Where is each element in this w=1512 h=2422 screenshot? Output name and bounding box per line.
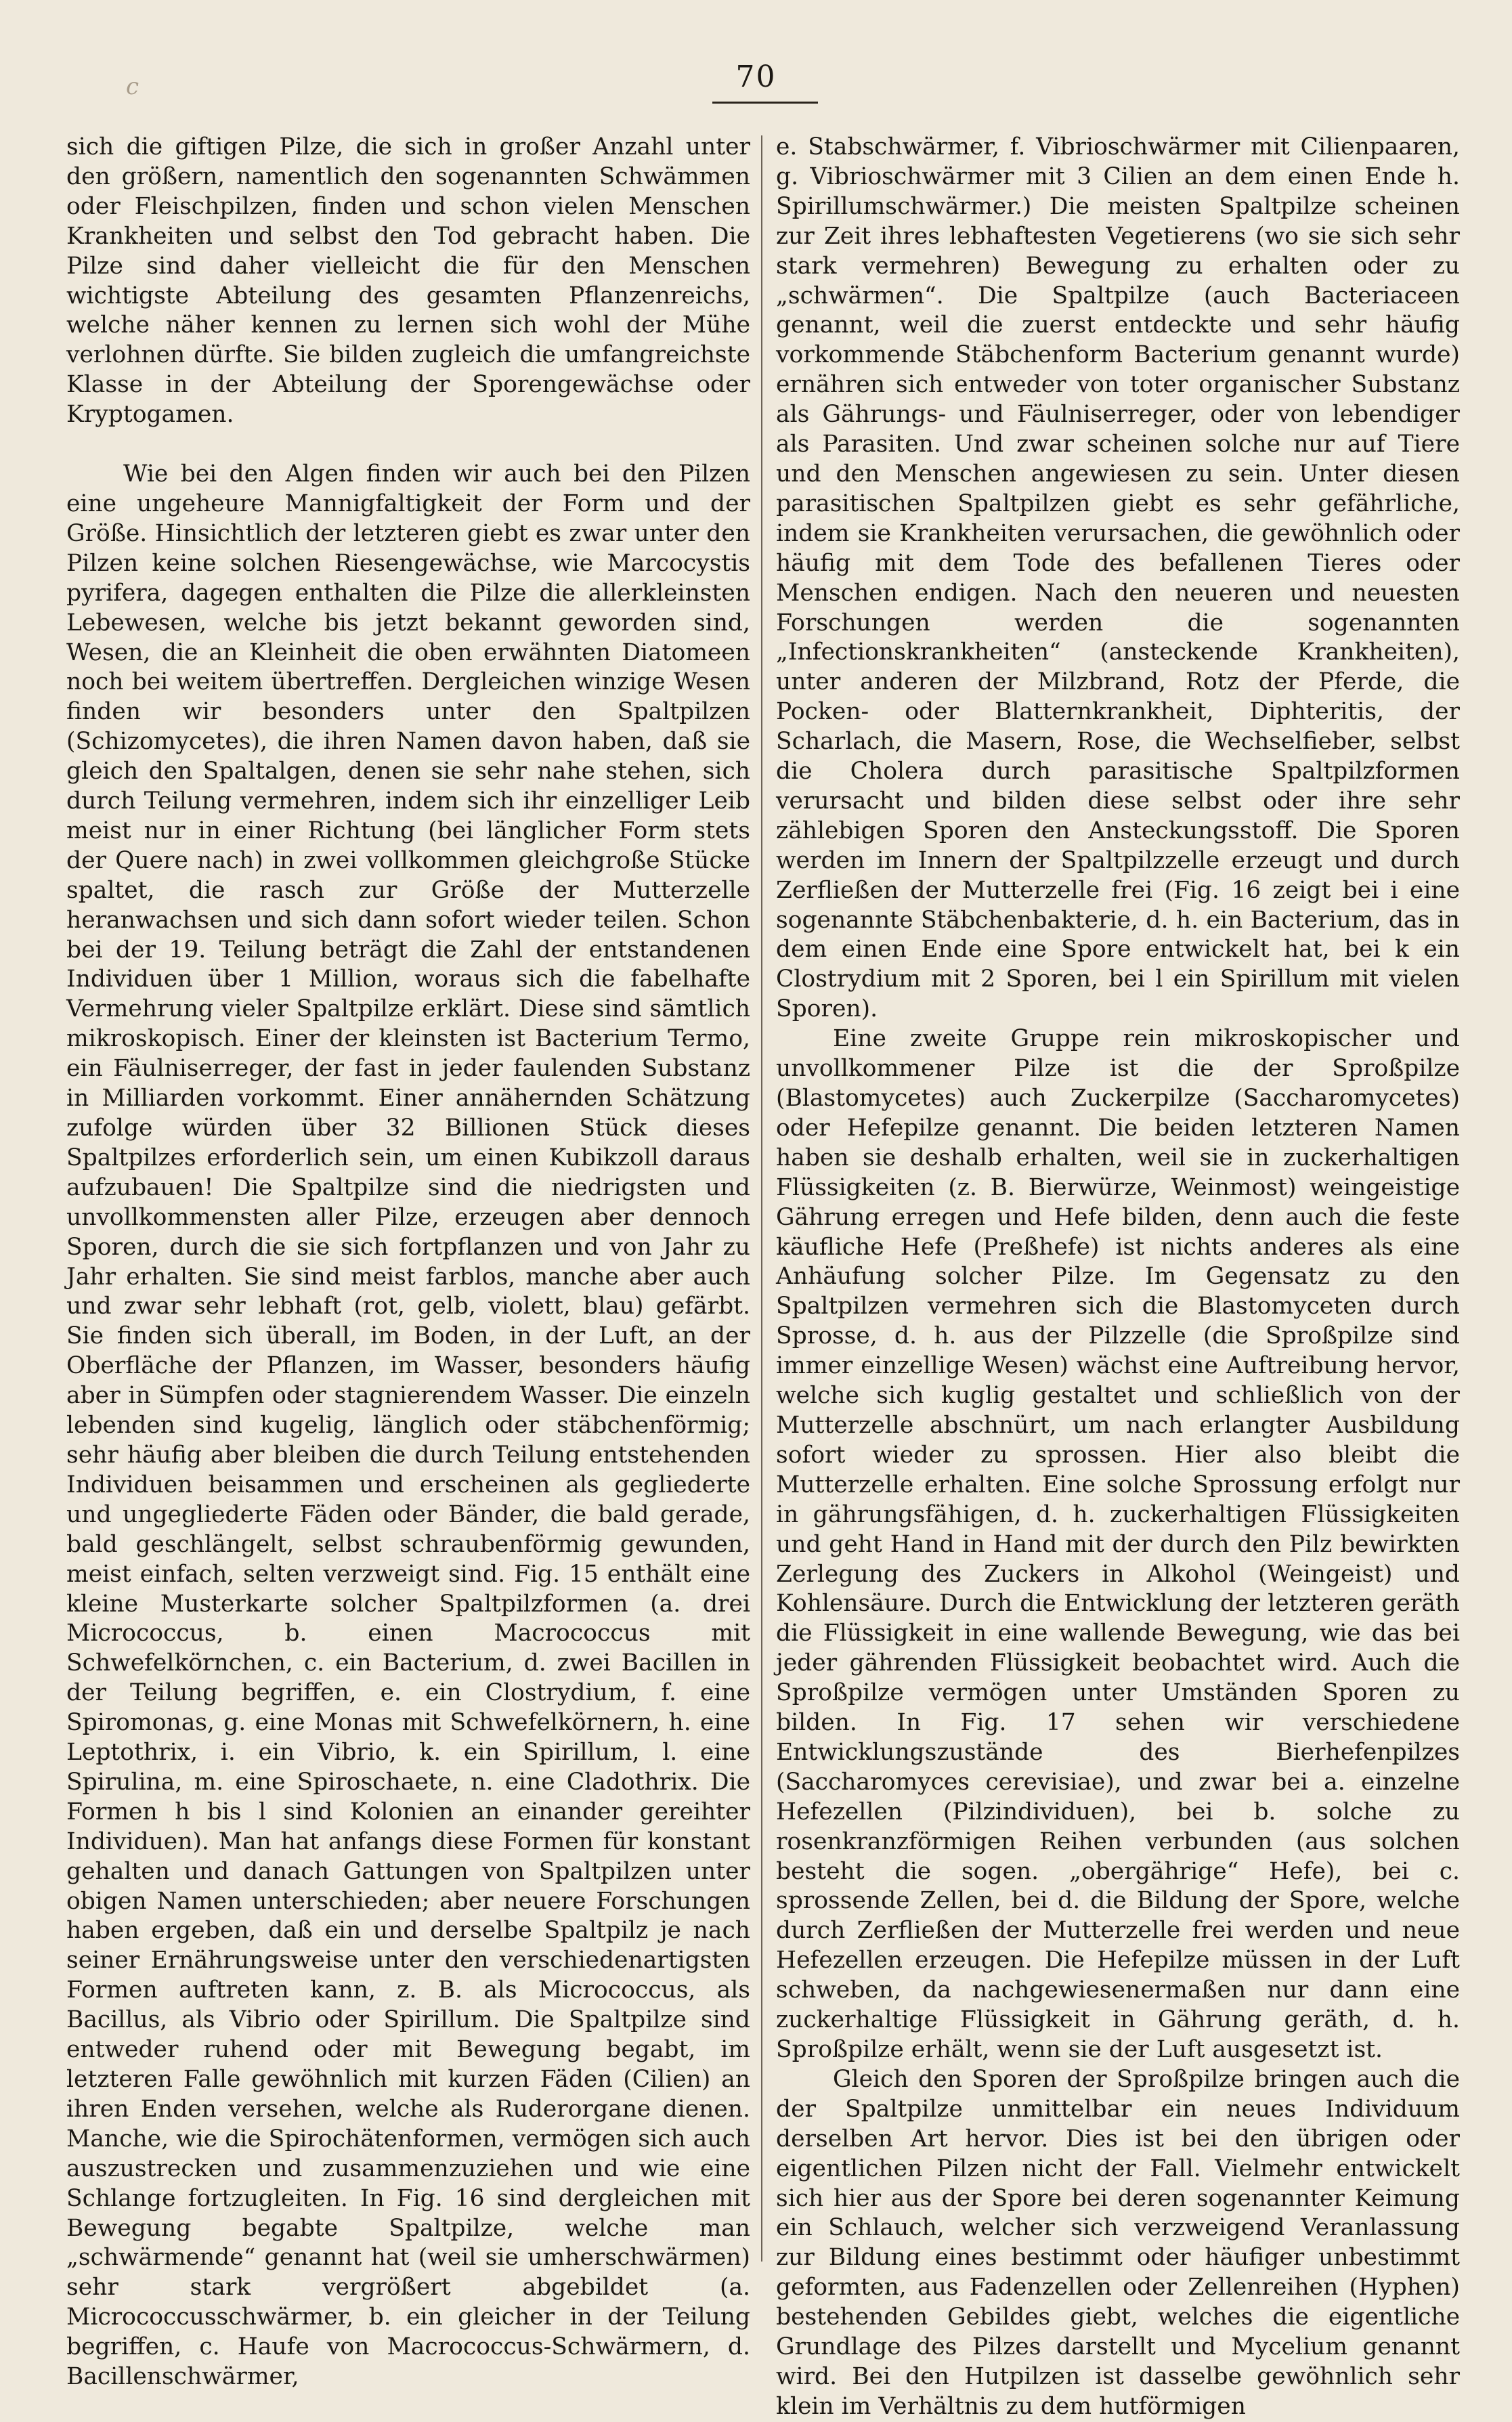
page-number: 70 [735, 60, 777, 94]
paragraph-gap [66, 430, 750, 460]
right-paragraph-1: e. Stabschwärmer, f. Vibrioschwärmer mit Cilienpaaren, g. Vibrioschwärmer mit 3 Cilien an dem einen Ende h. Spirillumschwärmer.) Die meisten Spaltpilze scheinen zur Zeit ihres lebhaftesten Vegetierens (wo sie sich sehr stark vermehren) Bewegung zu erhalten oder zu „schwärmen“. Die Spaltpilze (auch Bacteriaceen genannt, weil die zuerst entdeckte und sehr häufig vorkommende Stäbchenform Bacterium genannt wurde) ernähren sich entweder von toter organischer Substanz als Gährungs- und Fäulniserreger, oder von lebendiger als Parasiten. Und zwar scheinen solche nur auf Tiere und den Menschen angewiesen zu sein. Unter diesen parasitischen Spaltpilzen giebt es sehr gefährliche, indem sie Krankheiten verursachen, die gewöhnlich oder häufig mit dem Tode des befallenen Tieres oder Menschen endigen. Nach den neueren und neuesten Forschungen werden die sogenannten „Infectionskrankheiten“ (ansteckende Krankheiten), unter anderen der Milzbrand, Rotz der Pferde, die Pocken- oder Blatternkrankheit, Diphteritis, der Scharlach, die Masern, Rose, die Wechselfieber, selbst die Cholera durch parasitische Spaltpilzformen verursacht und bilden diese selbst oder ihre sehr zählebigen Sporen den Ansteckungsstoff. Die Sporen werden im Innern der Spaltpilzzelle erzeugt und durch Zerfließen der Mutterzelle frei (Fig. 16 zeigt bei i eine sogenannte Stäbchenbakterie, d. h. ein Bacterium, das in dem einen Ende eine Spore entwickelt hat, bei k ein Clostrydium mit 2 Sporen, bei l ein Spirillum mit vielen Sporen). [776, 133, 1460, 1023]
right-paragraph-2: Eine zweite Gruppe rein mikroskopischer und unvollkommener Pilze ist die der Sproßpilze (Blastomycetes) auch Zuckerpilze (Saccharomycetes) oder Hefepilze genannt. Die beiden letzteren Namen haben sie deshalb erhalten, weil sie in zuckerhaltigen Flüssigkeiten (z. B. Bierwürze, Weinmost) weingeistige Gährung erregen und Hefe bilden, denn auch die feste käufliche Hefe (Preßhefe) ist nichts anderes als eine Anhäufung solcher Pilze. Im Gegensatz zu den Spaltpilzen vermehren sich die Blastomyceten durch Sprosse, d. h. aus der Pilzzelle (die Sproßpilze sind immer einzellige Wesen) wächst eine Auftreibung hervor, welche sich kuglig gestaltet und schließlich von der Mutterzelle abschnürt, um nach erlangter Ausbildung sofort wieder zu sprossen. Hier also bleibt die Mutterzelle erhalten. Eine solche Sprossung erfolgt nur in gährungsfähigen, d. h. zuckerhaltigen Flüssigkeiten und geht Hand in Hand mit der durch den Pilz bewirkten Zerlegung des Zuckers in Alkohol (Weingeist) und Kohlensäure. Durch die Entwicklung der letzteren geräth die Flüssigkeit in eine wallende Bewegung, wie das bei jeder gährenden Flüssigkeit beobachtet wird. Auch die Sproßpilze vermögen unter Umständen Sporen zu bilden. In Fig. 17 sehen wir verschiedene Entwicklungszustände des Bierhefenpilzes (Saccharomyces cerevisiae), und zwar bei a. einzelne Hefezellen (Pilzindividuen), bei b. solche zu rosenkranzförmigen Reihen verbunden (aus solchen besteht die sogen. „obergährige“ Hefe), bei c. sprossende Zellen, bei d. die Bildung der Spore, welche durch Zerfließen der Mutterzelle frei werden und neue Hefezellen erzeugen. Die Hefepilze müssen in der Luft schweben, da nachgewiesenermaßen nur dann eine zuckerhaltige Flüssigkeit in Gährung geräth, d. h. Sproßpilze erhält, wenn sie der Luft ausgesetzt ist. [776, 1025, 1460, 2063]
right-paragraph-3: Gleich den Sporen der Sproßpilze bringen auch die der Spaltpilze unmittelbar ein neues Individuum derselben Art hervor. Dies ist bei den übrigen oder eigentlichen Pilzen nicht der Fall. Vielmehr entwickelt sich hier aus der Spore bei deren sogenannter Keimung ein Schlauch, welcher sich verzweigend Veranlassung zur Bildung eines bestimmt oder häufiger unbestimmt geformten, aus Fadenzellen oder Zellenreihen (Hyphen) bestehenden Gebildes giebt, welches die eigentliche Grundlage des Pilzes darstellt und Mycelium genannt wird. Bei den Hutpilzen ist dasselbe gewöhnlich sehr klein im Verhältnis zu dem hutförmigen [776, 2065, 1460, 2420]
pencil-mark: c [126, 73, 139, 100]
left-column [66, 133, 750, 2392]
column-divider [761, 135, 762, 2262]
right-column [776, 133, 1460, 2422]
header-rule [712, 102, 818, 104]
left-paragraph-1: sich die giftigen Pilze, die sich in großer Anzahl unter den größern, namentlich den sogenannten Schwämmen oder Fleischpilzen, finden und schon vielen Menschen Krankheiten und selbst den Tod gebracht haben. Die Pilze sind daher vielleicht die für den Menschen wichtigste Abteilung des gesamten Pflanzenreichs, welche näher kennen zu lernen sich wohl der Mühe verlohnen dürfte. Sie bilden zugleich die umfangreichste Klasse in der Abteilung der Sporengewächse oder Kryptogamen. [66, 133, 750, 429]
left-paragraph-2: Wie bei den Algen finden wir auch bei den Pilzen eine ungeheure Mannigfaltigkeit der Form und der Größe. Hinsichtlich der letzteren giebt es zwar unter den Pilzen keine solchen Riesengewächse, wie Marcocystis pyrifera, dagegen enthalten die Pilze die allerkleinsten Lebewesen, welche bis jetzt bekannt geworden sind, Wesen, die an Kleinheit die oben erwähnten Diatomeen noch bei weitem übertreffen. Dergleichen winzige Wesen finden wir besonders unter den Spaltpilzen (Schizomycetes), die ihren Namen davon haben, daß sie gleich den Spaltalgen, denen sie sehr nahe stehen, sich durch Teilung vermehren, indem sich ihr einzelliger Leib meist nur in einer Richtung (bei länglicher Form stets der Quere nach) in zwei vollkommen gleichgroße Stücke spaltet, die rasch zur Größe der Mutterzelle heranwachsen und sich dann sofort wieder teilen. Schon bei der 19. Teilung beträgt die Zahl der entstandenen Individuen über 1 Million, woraus sich die fabelhafte Vermehrung vieler Spaltpilze erklärt. Diese sind sämtlich mikroskopisch. Einer der kleinsten ist Bacterium Termo, ein Fäulniserreger, der fast in jeder faulenden Substanz in Milliarden vorkommt. Einer annähernden Schätzung zufolge würden über 32 Billionen Stück dieses Spaltpilzes erforderlich sein, um einen Kubikzoll daraus aufzubauen! Die Spaltpilze sind die niedrigsten und unvollkommensten aller Pilze, erzeugen aber dennoch Sporen, durch die sie sich fortpflanzen und von Jahr zu Jahr erhalten. Sie sind meist farblos, manche aber auch und zwar sehr lebhaft (rot, gelb, violett, blau) gefärbt. Sie finden sich überall, im Boden, in der Luft, an der Oberfläche der Pflanzen, im Wasser, besonders häufig aber in Sümpfen oder stagnierendem Wasser. Die einzeln lebenden sind kugelig, länglich oder stäbchenförmig; sehr häufig aber bleiben die durch Teilung entstehenden Individuen beisammen und erscheinen als gegliederte und ungegliederte Fäden oder Bänder, die bald gerade, bald geschlängelt, selbst schraubenförmig gewunden, meist einfach, selten verzweigt sind. Fig. 15 enthält eine kleine Musterkarte solcher Spaltpilzformen (a. drei Micrococcus, b. einen Macrococcus mit Schwefelkörnchen, c. ein Bacterium, d. zwei Bacillen in der Teilung begriffen, e. ein Clostrydium, f. eine Spiromonas, g. eine Monas mit Schwefelkörnern, h. eine Leptothrix, i. ein Vibrio, k. ein Spirillum, l. eine Spirulina, m. eine Spiroschaete, n. eine Cladothrix. Die Formen h bis l sind Kolonien an einander gereihter Individuen). Man hat anfangs diese Formen für konstant gehalten und danach Gattungen von Spaltpilzen unter obigen Namen unterschieden; aber neuere Forschungen haben ergeben, daß ein und derselbe Spaltpilz je nach seiner Ernährungsweise unter den verschiedenartigsten Formen auftreten kann, z. B. als Micrococcus, als Bacillus, als Vibrio oder Spirillum. Die Spaltpilze sind entweder ruhend oder mit Bewegung begabt, im letzteren Falle gewöhnlich mit kurzen Fäden (Cilien) an ihren Enden versehen, welche als Ruderorgane dienen. Manche, wie die Spirochätenformen, vermögen sich auch auszustrecken und zusammenzuziehen und wie eine Schlange fortzugleiten. In Fig. 16 sind dergleichen mit Bewegung begabte Spaltpilze, welche man „schwärmende“ genannt hat (weil sie umherschwärmen) sehr stark vergrößert abgebildet (a. Micrococcusschwärmer, b. ein gleicher in der Teilung begriffen, c. Haufe von Macrococcus-Schwärmern, d. Bacillenschwärmer, [66, 460, 750, 2391]
